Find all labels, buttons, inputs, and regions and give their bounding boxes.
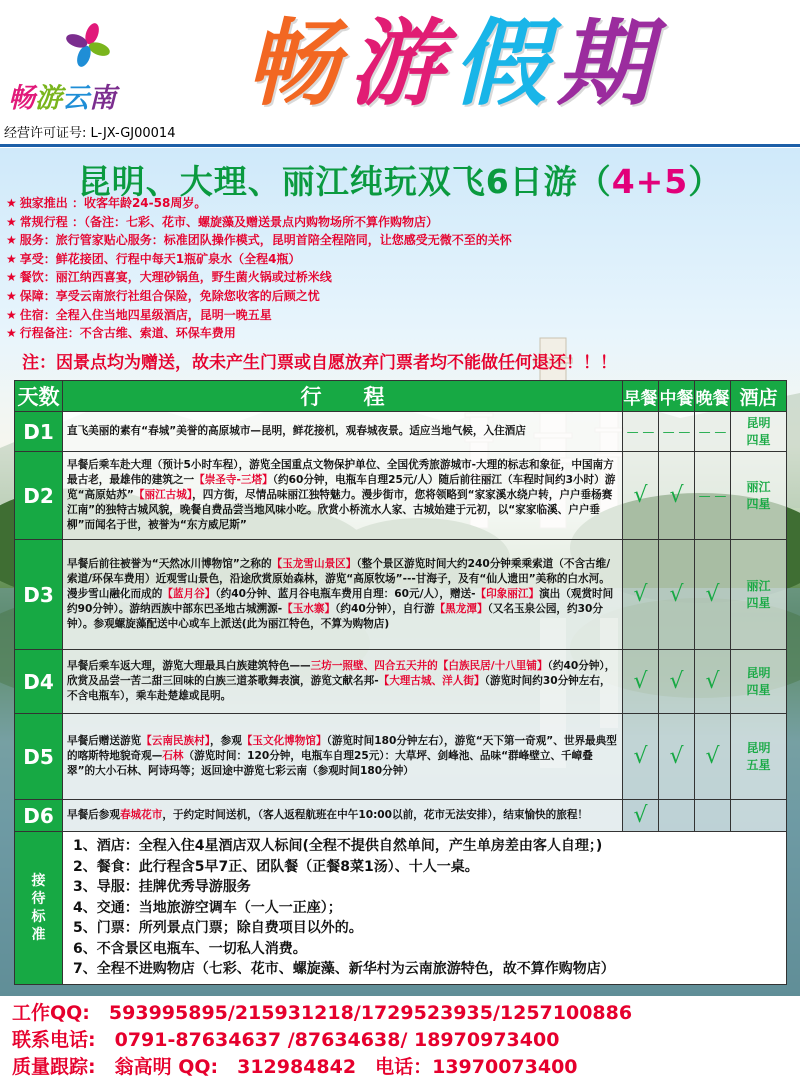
refund-notice: 注：因景点均为赠送，故未产生门票或自愿放弃门票者均不能做任何退还！！！ (22, 353, 617, 373)
star-icon: ★ (6, 196, 17, 210)
day-row (15, 540, 787, 650)
hotel-text: 昆明 (746, 740, 771, 755)
standards-list (63, 832, 787, 985)
hotel-level (731, 650, 787, 714)
feature-item (6, 324, 512, 343)
description-text: （约60分钟，电瓶车自理25元/人）随后前往丽江（车程时间约3小时）游览“高原姑苏” (67, 474, 616, 501)
breakfast-mark: √ (623, 714, 659, 800)
attraction-highlight: 【云南民族村】 (141, 735, 211, 747)
day-description (63, 714, 623, 800)
hotel-level (731, 452, 787, 540)
day-label: D6 (15, 800, 63, 832)
description-text: （约40分钟、蓝月谷电瓶车费用自理：60元/人），赠送- (215, 588, 476, 600)
feature-item (6, 213, 512, 232)
feature-text: 服务：旅行管家贴心服务：标准团队操作模式，昆明首陪全程陪同，让您感受无微不至的关怀 (19, 233, 512, 248)
logo-char: 南 (89, 83, 116, 114)
hotel-text: 四星 (746, 682, 771, 697)
hotel-text: 四星 (746, 432, 771, 447)
lunch-mark: √ (659, 714, 695, 800)
header-dinner: 晚餐 (695, 381, 731, 412)
attraction-highlight: 【玉龙雪山景区】 (271, 558, 357, 570)
attraction-highlight: 【大理古城、洋人街】 (378, 675, 485, 687)
feature-item (6, 231, 512, 250)
feature-text: 保障：享受云南旅行社组合保险，免除您收客的后顾之忧 (19, 288, 320, 303)
pinwheel-logo-icon (63, 20, 113, 70)
quality-contact: 质量跟踪: 翁高明 QQ: 312984842 电话：13970073400 (12, 1056, 578, 1078)
standards-label-char: 标 (31, 908, 46, 925)
description-text: ，参观 (210, 735, 242, 747)
attraction-highlight: 春城花市 (119, 809, 163, 821)
hotel-level (731, 714, 787, 800)
breakfast-mark: √ (623, 650, 659, 714)
feature-item (6, 194, 512, 213)
star-icon: ★ (6, 307, 17, 322)
logo-char: 游 (35, 83, 62, 114)
day-label: D5 (15, 714, 63, 800)
standard-item: 3、导服：挂牌优秀导游服务 (73, 879, 251, 895)
day-label: D4 (15, 650, 63, 714)
feature-list (6, 194, 512, 343)
attraction-highlight: 【玉文化博物馆】 (241, 735, 327, 747)
dinner-mark: √ (695, 714, 731, 800)
day-description (63, 452, 623, 540)
star-icon: ★ (6, 251, 17, 266)
description-text: （游览时间约30分钟左右，不含电瓶车），乘车赴楚雄或昆明。 (67, 675, 611, 702)
description-text: （游览时间180分钟左右），游览“天下第一奇观”、世界最典型的喀斯特地貌奇观— (67, 735, 617, 762)
license-number: 经营许可证号: L-JX-GJ00014 (4, 126, 176, 141)
breakfast-mark: √ (623, 452, 659, 540)
star-icon: ★ (6, 288, 17, 303)
brand-title-char: 畅 (245, 10, 350, 119)
day-label: D3 (15, 540, 63, 650)
brand-title (245, 10, 662, 119)
description-text: 早餐后前往被誉为“天然冰川博物馆”之称的 (67, 558, 272, 570)
description-text: （整个景区游览时间大约240分钟乘乘索道（不含古维/索道/环保车费用）近观雪山景色，沿途欣赏原始森林，游览“高原牧场”---甘海子，及有“仙人遗田”美称的白水河。漫步雪山融化而成的 (67, 558, 611, 600)
hotel-text: 四星 (746, 595, 771, 610)
brand-title-char: 期 (557, 10, 662, 119)
day-description (63, 800, 623, 832)
route-title-main: 昆明、大理、丽江纯玩双飞6日游（ (77, 162, 612, 201)
description-text: 早餐后乘车返大理，游览大理最具白族建筑特色—— (67, 660, 311, 672)
description-text: （又名玉泉公园，约30分钟）。参观螺旋藻配送中心或车上派送(此为丽江特色，不算为购物店) (67, 603, 603, 630)
description-text: （约40分钟），欣赏及品尝一苦二甜三回味的白族三道茶歌舞表演，游览文献名邦- (67, 660, 616, 687)
hotel-text: 昆明 (746, 665, 771, 680)
attraction-highlight: 【崇圣寺-三塔】 (194, 474, 273, 486)
feature-text: 常规行程 ：（备注：七彩、花市、螺旋藻及赠送景点内购物场所不算作购物店） (19, 214, 438, 229)
day-row (15, 800, 787, 832)
star-icon: ★ (6, 214, 17, 229)
brand-title-char: 游 (349, 10, 454, 119)
hotel-level (731, 412, 787, 452)
logo (8, 20, 173, 120)
day-description (63, 650, 623, 714)
logo-char: 畅 (8, 83, 35, 114)
route-title-end: ） (688, 162, 723, 201)
hotel-level (731, 800, 787, 832)
dinner-mark (695, 800, 731, 832)
breakfast-mark: √ (623, 800, 659, 832)
description-text: 早餐后赠送游览 (67, 735, 142, 747)
standards-label-char: 接 (31, 872, 46, 889)
contact-phone: 联系电话: 0791-87634637 /87634638/ 18970973400 (12, 1029, 560, 1051)
attraction-highlight: 【丽江古城】 (133, 489, 193, 501)
description-text: （游览时间：120分钟，电瓶车自理25元）：大草坪、剑峰池、品味“群峰壁立、千嶂叠翠”的大小石林、阿诗玛等；返回途中游览七彩云南（参观时间180分钟） (67, 750, 593, 777)
standards-row (15, 832, 787, 985)
header-day: 天数 (15, 381, 63, 412)
description-text: （约40分钟），自行游 (335, 603, 435, 615)
feature-item (6, 287, 512, 306)
lunch-mark: √ (659, 452, 695, 540)
standard-item: 4、交通：当地旅游空调车（一人一正座）； (73, 899, 342, 916)
standard-item: 7、全程不进购物店（七彩、花市、螺旋藻、新华村为云南旅游特色，故不算作购物店） (73, 961, 615, 977)
description-text: 演出（观赏时间约90分钟）。游纳西族中部东巴圣地古城溯源- (67, 588, 614, 615)
feature-item (6, 268, 512, 287)
feature-text: 行程备注：不含古维、索道、环保车费用 (19, 326, 236, 341)
day-description (63, 412, 623, 452)
brand-title-char: 假 (453, 10, 558, 119)
hotel-text: 昆明 (746, 415, 771, 430)
description-text: ，于约定时间送机，（客人返程航班在中午10:00以前，花市无法安排），结束愉快的旅程！ (162, 809, 589, 821)
breakfast-mark: √ (623, 540, 659, 650)
header-hotel: 酒店 (731, 381, 787, 412)
standards-label-char: 待 (31, 890, 46, 907)
header-breakfast: 早餐 (623, 381, 659, 412)
attraction-highlight: 三坊一照壁、四合五天井的【白族民居/十八里铺】 (310, 660, 548, 672)
lunch-mark: — — (659, 412, 695, 452)
route-title-nights: 4+5 (611, 162, 689, 201)
standards-label-char: 准 (31, 926, 46, 943)
standards-label (15, 832, 63, 985)
itinerary-table (14, 380, 787, 985)
standard-item: 1、酒店：全程入住4星酒店双人标间(全程不提供自然单间，产生单房差由客人自理；) (73, 838, 603, 854)
attraction-highlight: 【黑龙潭】 (434, 603, 488, 615)
logo-text (8, 76, 116, 115)
day-row (15, 714, 787, 800)
header-lunch: 中餐 (659, 381, 695, 412)
star-icon: ★ (6, 233, 17, 248)
hotel-text: 五星 (746, 757, 771, 772)
lunch-mark (659, 800, 695, 832)
day-row (15, 412, 787, 452)
dinner-mark: — — (695, 412, 731, 452)
standard-item: 2、餐食：此行程含5早7正、团队餐（正餐8菜1汤）、十人一桌。 (73, 858, 479, 875)
header-itinerary: 行 程 (63, 381, 623, 412)
dinner-mark: √ (695, 540, 731, 650)
description-text: 早餐后参观 (67, 809, 120, 821)
star-icon: ★ (6, 270, 17, 285)
hotel-text: 丽江 (746, 578, 771, 593)
contact-qq: 工作QQ: 593995895/215931218/1729523935/1257100886 (12, 1002, 633, 1024)
day-label: D2 (15, 452, 63, 540)
header (0, 0, 800, 148)
feature-item (6, 306, 512, 325)
attraction-highlight: 【玉水寨】 (282, 603, 336, 615)
feature-text: 独家推出 ：收客年龄24-58周岁。 (19, 196, 207, 210)
day-row (15, 452, 787, 540)
day-description (63, 540, 623, 650)
dinner-mark: — — (695, 452, 731, 540)
lunch-mark: √ (659, 650, 695, 714)
logo-char: 云 (62, 83, 89, 114)
star-icon: ★ (6, 326, 17, 341)
feature-text: 享受：鲜花接团、行程中每天1瓶矿泉水（全程4瓶） (19, 251, 301, 266)
hotel-text: 四星 (746, 496, 771, 511)
day-row (15, 650, 787, 714)
feature-text: 住宿：全程入住当地四星级酒店，昆明一晚五星 (19, 307, 272, 322)
dinner-mark: √ (695, 650, 731, 714)
feature-item (6, 250, 512, 269)
hotel-text: 丽江 (746, 479, 771, 494)
description-text: 直飞美丽的素有“春城”美誉的高原城市—昆明，鲜花接机，观春城夜景。适应当地气候，入住酒店 (67, 425, 526, 437)
table-header-row (15, 381, 787, 412)
footer (0, 996, 800, 1081)
attraction-highlight: 石林 (162, 750, 184, 762)
hotel-level (731, 540, 787, 650)
day-label: D1 (15, 412, 63, 452)
lunch-mark: √ (659, 540, 695, 650)
attraction-highlight: 【蓝月谷】 (162, 588, 216, 600)
description-text: ，四方街，尽情品味丽江独特魅力。漫步街市，您将领略到“家家溪水绕户转，户户垂杨赛江南”的独特古城风貌，晚餐自费品尝当地风味小吃。欣赏小桥流水人家、古城始建于元初，以“家家临溪、户户垂柳”而闻名于世，被誉为“东方威尼斯” (67, 489, 613, 531)
standard-item: 5、门票：所列景点门票；除自费项目以外的。 (73, 920, 363, 936)
description-text: 早餐后乘车赴大理（预计5小时车程），游览全国重点文物保护单位、全国优秀旅游城市-大理的标志和象征，中国南方最古老，最雄伟的建筑之一 (67, 459, 614, 486)
header-divider (0, 144, 800, 147)
feature-text: 餐饮：丽江纳西喜宴，大理砂锅鱼，野生菌火锅或过桥米线 (19, 270, 332, 285)
breakfast-mark: — — (623, 412, 659, 452)
attraction-highlight: 【印象丽江】 (475, 588, 540, 600)
standard-item: 6、不含景区电瓶车、一切私人消费。 (73, 940, 307, 957)
